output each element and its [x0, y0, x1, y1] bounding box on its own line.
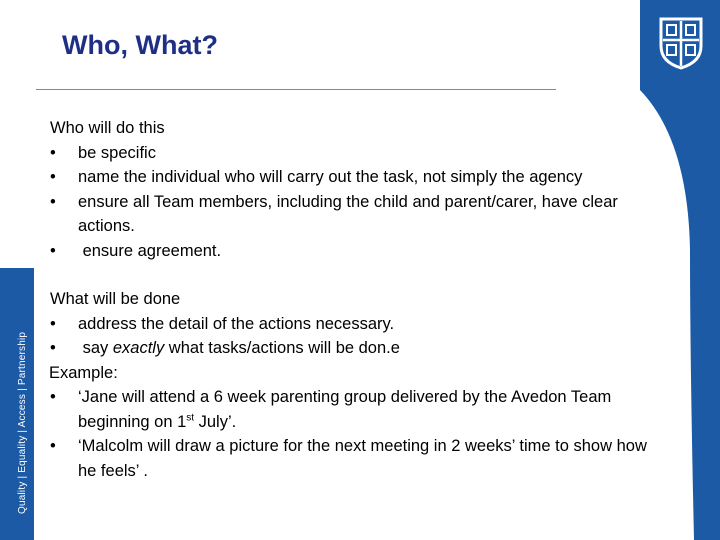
page-title: Who, What?: [62, 30, 218, 60]
what-bullet-2-post: what tasks/actions will be don.e: [164, 339, 400, 357]
example-bullet-2: ‘Malcolm will draw a picture for the next meeting in 2 weeks’ time to show how he feels’ .: [78, 437, 647, 480]
list-item: [50, 165, 650, 190]
tagline-text: Quality | Equality | Access | Partnership: [17, 331, 28, 514]
example-1-superscript: st: [186, 412, 195, 423]
what-heading: What will be done: [50, 290, 181, 308]
title-divider: [36, 89, 556, 90]
list-item: [50, 141, 650, 166]
list-item: [50, 434, 650, 483]
who-heading: Who will do this: [50, 119, 165, 137]
list-item: [50, 336, 650, 361]
example-bullet-1: [78, 385, 650, 434]
list-item: [50, 239, 650, 264]
who-bullet-1: be specific: [78, 143, 156, 162]
what-bullet-2: [78, 336, 650, 361]
example-1-text: ‘Jane will attend a 6 week parenting group delivered by the Avedon Team beginning on 1: [78, 388, 612, 431]
list-item: [50, 385, 650, 434]
bullet: •: [50, 192, 56, 211]
bullet: •: [50, 339, 56, 357]
example-1-text-end: July’.: [194, 412, 237, 431]
bullet: •: [50, 241, 56, 260]
bullet: •: [50, 143, 56, 162]
who-bullet-3: ensure all Team members, including the child and parent/carer, have clear actions.: [78, 192, 618, 235]
who-bullet-2: name the individual who will carry out the task, not simply the agency: [78, 168, 583, 186]
bullet: •: [50, 388, 56, 406]
what-bullet-2-pre: say: [78, 339, 113, 357]
what-bullet-1: address the detail of the actions necessary.: [78, 314, 395, 333]
bullet: •: [50, 168, 56, 186]
list-item: [50, 312, 650, 337]
shield-crest-icon: [657, 16, 705, 70]
what-section: [50, 287, 650, 483]
slide-body: [50, 116, 650, 483]
bullet: •: [50, 437, 56, 455]
example-label: Example:: [49, 363, 118, 382]
who-bullet-4: ensure agreement.: [78, 241, 222, 260]
who-section: [50, 116, 650, 263]
bullet: •: [50, 314, 56, 333]
what-bullet-2-emphasis: exactly: [112, 339, 165, 357]
list-item: [50, 190, 650, 239]
